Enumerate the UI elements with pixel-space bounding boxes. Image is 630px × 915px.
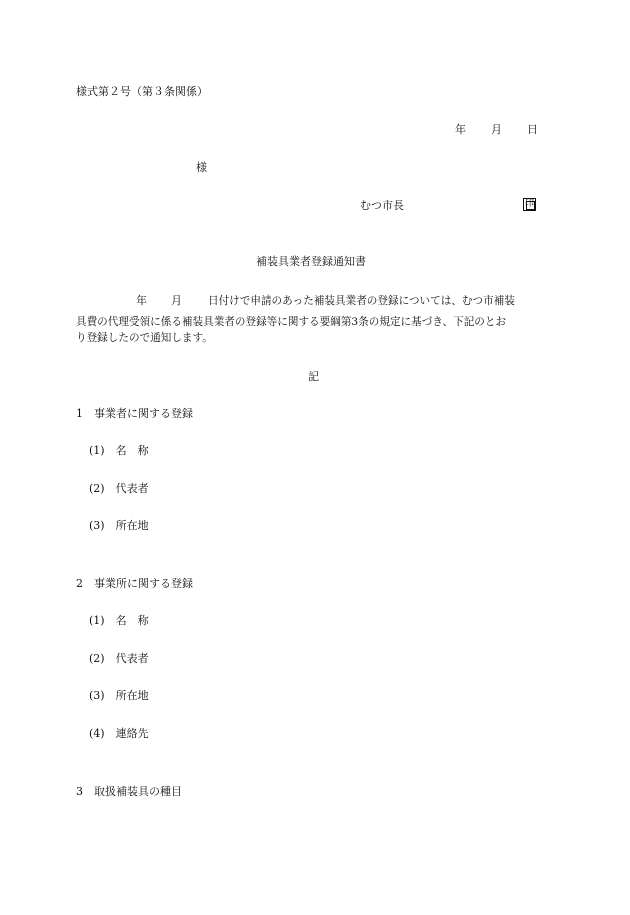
- date-day: 日: [527, 123, 538, 136]
- date-year: 年: [455, 123, 466, 136]
- section-2-item-address: (3) 所在地: [89, 689, 149, 702]
- body-year: 年: [136, 294, 147, 307]
- addressee-suffix: 様: [196, 161, 207, 174]
- section-1-heading: 1 事業者に関する登録: [76, 407, 193, 420]
- issuer-name: むつ市長: [360, 199, 404, 212]
- section-3-heading: 3 取扱補装具の種目: [76, 785, 182, 798]
- section-2-item-name: (1) 名 称: [89, 614, 149, 627]
- seal-icon: [523, 198, 536, 211]
- date-month: 月: [491, 123, 502, 136]
- section-2-item-contact: (4) 連絡先: [89, 727, 149, 740]
- document-title: 補装具業者登録通知書: [256, 255, 366, 268]
- form-number: 様式第２号（第３条関係）: [76, 85, 208, 98]
- body-line2: 具費の代理受領に係る補装具業者の登録等に関する要綱第3条の規定に基づき、下記のとお: [76, 316, 507, 328]
- body-line1: 日付けで申請のあった補装具業者の登録については、むつ市補装: [208, 295, 515, 307]
- section-2-item-representative: (2) 代表者: [89, 652, 149, 665]
- section-1-item-representative: (2) 代表者: [89, 482, 149, 495]
- body-line3: り登録したので通知します。: [76, 332, 213, 344]
- section-1-item-name: (1) 名 称: [89, 444, 149, 457]
- section-1-item-address: (3) 所在地: [89, 519, 149, 532]
- ki-label: 記: [308, 370, 319, 383]
- seal-char: 印: [525, 199, 535, 209]
- section-2-heading: 2 事業所に関する登録: [76, 577, 193, 590]
- body-month: 月: [171, 294, 182, 307]
